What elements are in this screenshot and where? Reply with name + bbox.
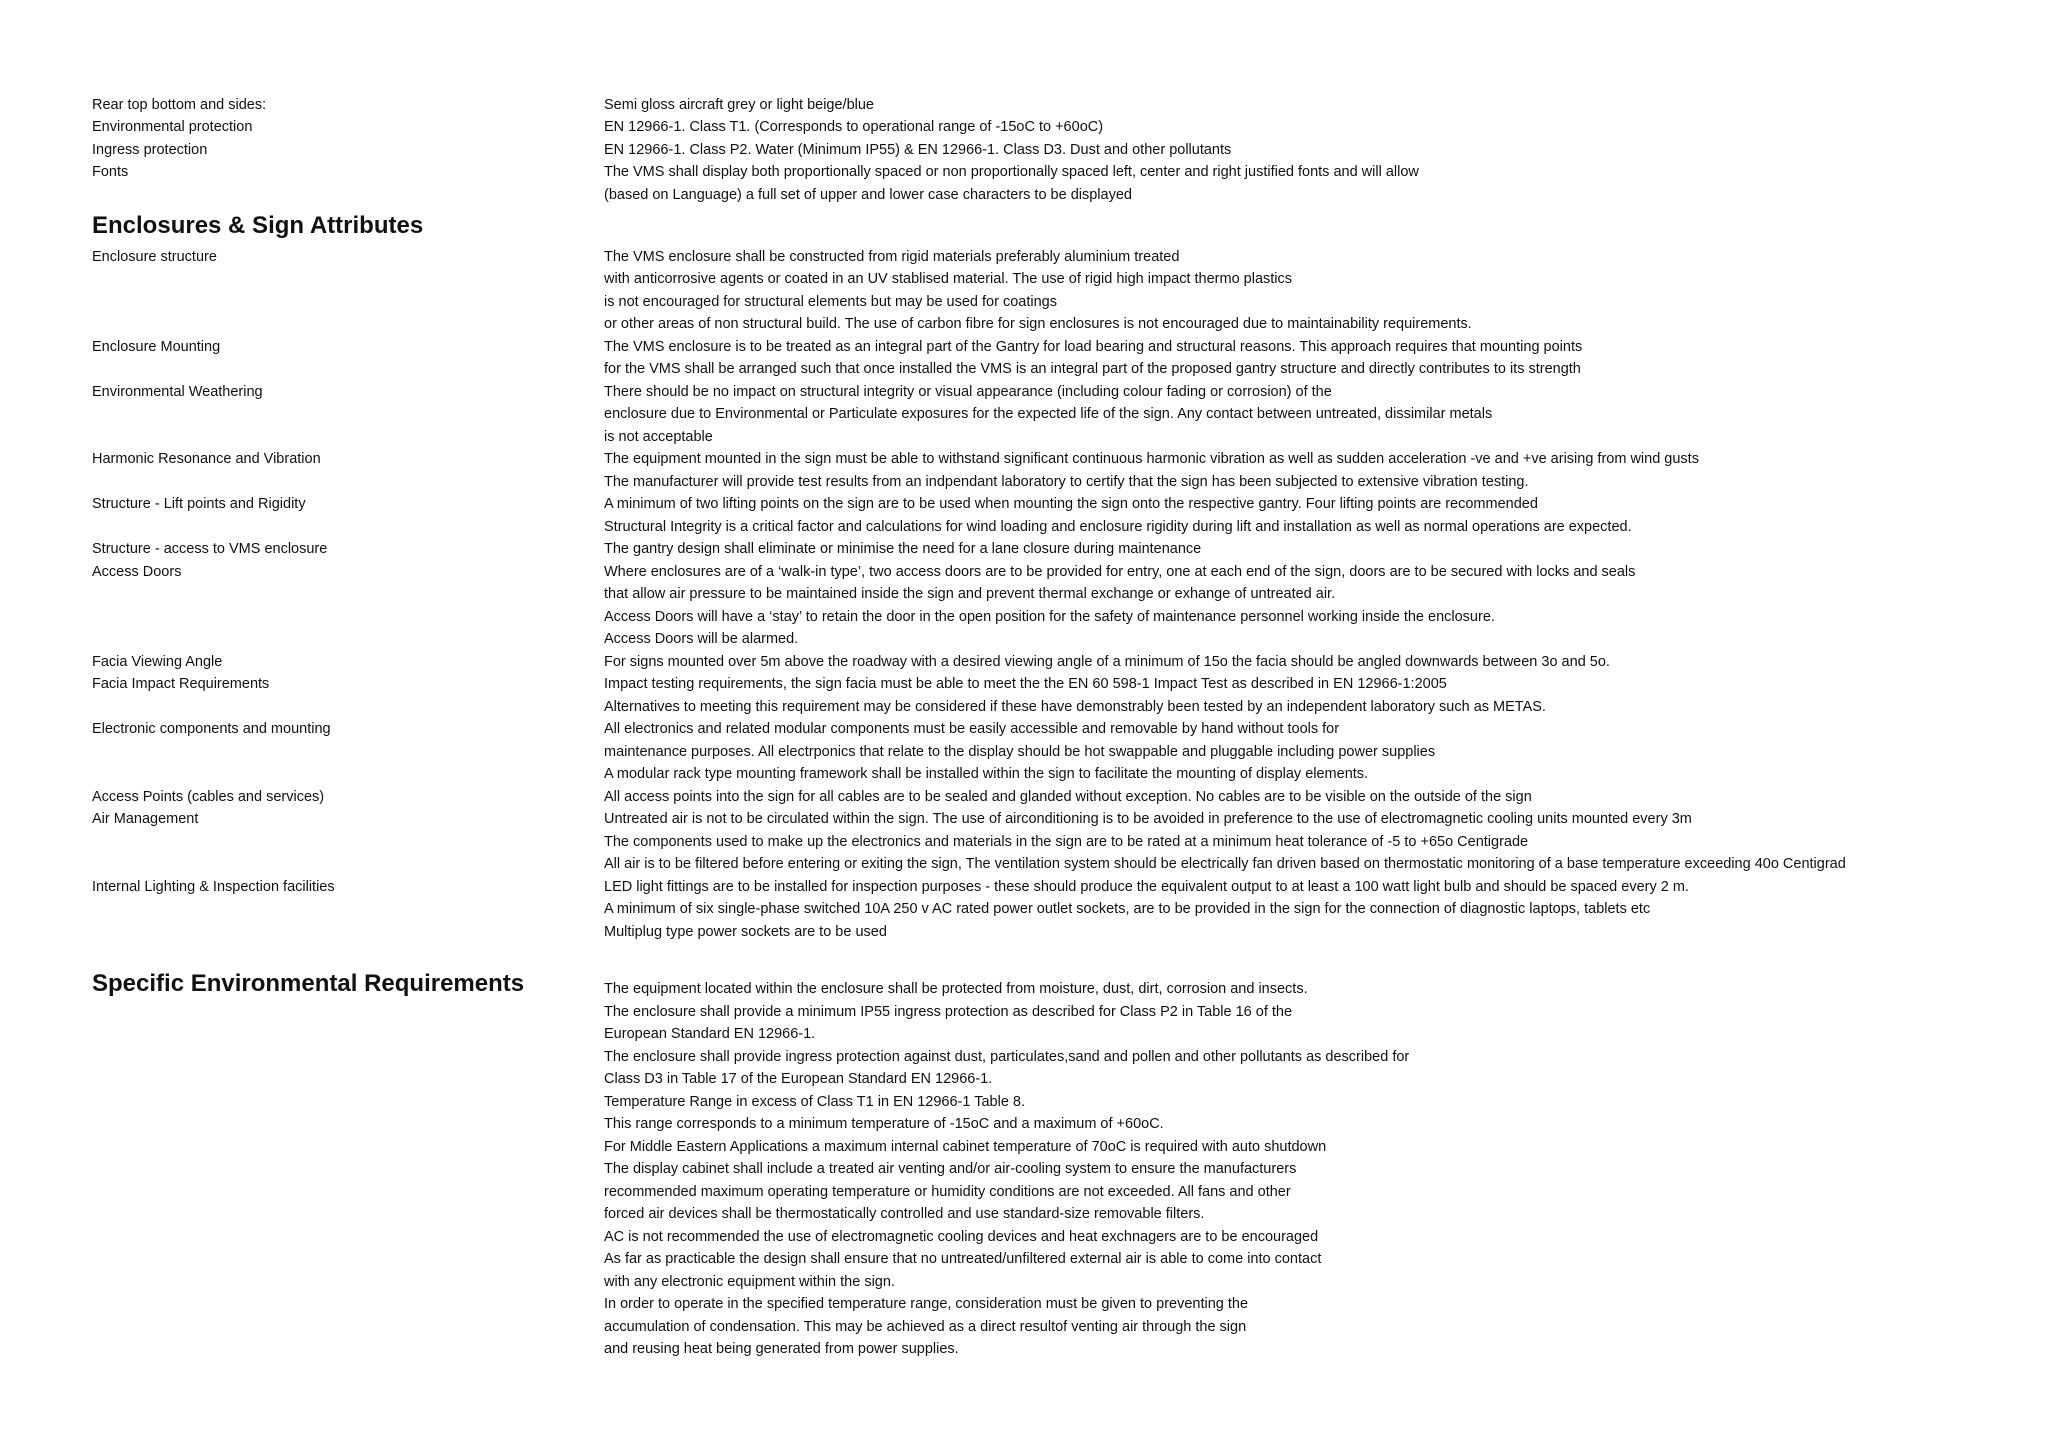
spec-text: (based on Language) a full set of upper and lower case characters to be displayed xyxy=(604,187,1132,203)
spec-row xyxy=(0,1338,2048,1360)
spec-row xyxy=(0,786,2048,808)
spec-row xyxy=(0,853,2048,875)
spec-text: The equipment mounted in the sign must be able to withstand significant continuous harmonic vibration as well as sudden acceleration -ve and +ve arising from wind gusts xyxy=(604,451,1699,467)
spec-text: All air is to be filtered before entering or exiting the sign, The ventilation system should be electrically fan driven based on thermostatic monitoring of a base temperature exceeding 40o Centigrad xyxy=(604,856,1846,872)
spec-row xyxy=(0,516,2048,538)
spec-text: As far as practicable the design shall ensure that no untreated/unfiltered external air is able to come into contact xyxy=(604,1251,1322,1267)
spec-row xyxy=(0,1181,2048,1203)
spec-row xyxy=(0,1248,2048,1270)
spec-row xyxy=(0,1293,2048,1315)
spec-row xyxy=(0,184,2048,206)
spec-text: Temperature Range in excess of Class T1 in EN 12966-1 Table 8. xyxy=(604,1094,1026,1110)
spec-row xyxy=(0,831,2048,853)
spec-label: Rear top bottom and sides: xyxy=(92,97,267,113)
spec-text: The manufacturer will provide test results from an indpendant laboratory to certify that the sign has been subjected to extensive vibration testing. xyxy=(604,474,1529,490)
spec-row xyxy=(0,313,2048,335)
spec-text: There should be no impact on structural integrity or visual appearance (including colour fading or corrosion) of the xyxy=(604,384,1332,400)
spec-text: and reusing heat being generated from power supplies. xyxy=(604,1341,959,1357)
spec-row xyxy=(0,1046,2048,1068)
spec-text: A minimum of six single-phase switched 10A 250 v AC rated power outlet sockets, are to be provided in the sign for the connection of diagnostic laptops, tablets etc xyxy=(604,901,1651,917)
spec-label: Enclosure structure xyxy=(92,249,217,265)
spec-text: accumulation of condensation. This may be achieved as a direct resultof venting air through the sign xyxy=(604,1319,1247,1335)
spec-row xyxy=(0,1203,2048,1225)
spec-row xyxy=(0,246,2048,268)
spec-label: Facia Viewing Angle xyxy=(92,654,223,670)
spec-row xyxy=(0,448,2048,470)
spec-row xyxy=(0,763,2048,785)
spec-text: All access points into the sign for all cables are to be sealed and glanded without exception. No cables are to be visible on the outside of the sign xyxy=(604,789,1532,805)
spec-text: The VMS enclosure shall be constructed from rigid materials preferably aluminium treated xyxy=(604,249,1180,265)
spec-text: that allow air pressure to be maintained inside the sign and prevent thermal exchange or exhange of untreated air. xyxy=(604,586,1336,602)
spec-label: Electronic components and mounting xyxy=(92,721,331,737)
spec-text: A modular rack type mounting framework shall be installed within the sign to facilitate the mounting of display elements. xyxy=(604,766,1369,782)
spec-row xyxy=(0,161,2048,183)
spec-row xyxy=(0,583,2048,605)
spec-row xyxy=(0,741,2048,763)
spec-text: with anticorrosive agents or coated in an UV stablised material. The use of rigid high impact thermo plastics xyxy=(604,271,1293,287)
spec-text: is not encouraged for structural elements but may be used for coatings xyxy=(604,294,1057,310)
spec-row xyxy=(0,336,2048,358)
spec-row xyxy=(0,426,2048,448)
spec-text: In order to operate in the specified temperature range, consideration must be given to preventing the xyxy=(604,1296,1249,1312)
spec-row xyxy=(0,471,2048,493)
spec-text: Alternatives to meeting this requirement may be considered if these have demonstrably been tested by an independent laboratory such as METAS. xyxy=(604,699,1546,715)
spec-text: This range corresponds to a minimum temperature of -15oC and a maximum of +60oC. xyxy=(604,1116,1164,1132)
spec-row xyxy=(0,139,2048,161)
spec-text: The equipment located within the enclosure shall be protected from moisture, dust, dirt, corrosion and insects. xyxy=(604,981,1308,997)
spec-text: All electronics and related modular components must be easily accessible and removable by hand without tools for xyxy=(604,721,1340,737)
spec-text: is not acceptable xyxy=(604,429,713,445)
spec-text: The display cabinet shall include a treated air venting and/or air-cooling system to ensure the manufacturers xyxy=(604,1161,1297,1177)
spec-label: Ingress protection xyxy=(92,142,208,158)
spec-text: The gantry design shall eliminate or minimise the need for a lane closure during maintenance xyxy=(604,541,1202,557)
spec-label: Structure - access to VMS enclosure xyxy=(92,541,328,557)
spec-text: The components used to make up the electronics and materials in the sign are to be rated at a minimum heat tolerance of -5 to +65o Centigrade xyxy=(604,834,1529,850)
spec-row xyxy=(0,696,2048,718)
spec-text: for the VMS shall be arranged such that once installed the VMS is an integral part of the proposed gantry structure and directly contributes to its strength xyxy=(604,361,1581,377)
spec-row xyxy=(0,876,2048,898)
spec-row xyxy=(0,1226,2048,1248)
spec-text: The enclosure shall provide a minimum IP55 ingress protection as described for Class P2 in Table 16 of the xyxy=(604,1004,1293,1020)
spec-text: recommended maximum operating temperature or humidity conditions are not exceeded. All fans and other xyxy=(604,1184,1291,1200)
spec-row xyxy=(0,358,2048,380)
spec-label: Access Points (cables and services) xyxy=(92,789,325,805)
spec-row xyxy=(0,1023,2048,1045)
spec-row xyxy=(0,381,2048,403)
spec-text: EN 12966-1. Class T1. (Corresponds to operational range of -15oC to +60oC) xyxy=(604,119,1104,135)
spec-text: with any electronic equipment within the sign. xyxy=(604,1274,895,1290)
spec-text: Access Doors will be alarmed. xyxy=(604,631,799,647)
spec-label: Access Doors xyxy=(92,564,182,580)
spec-label: Enclosure Mounting xyxy=(92,339,221,355)
spec-text: Multiplug type power sockets are to be used xyxy=(604,924,887,940)
spec-text: Structural Integrity is a critical factor and calculations for wind loading and enclosure rigidity during lift and installation as well as normal operations are expected. xyxy=(604,519,1632,535)
spec-label: Facia Impact Requirements xyxy=(92,676,270,692)
spec-text: enclosure due to Environmental or Particulate exposures for the expected life of the sign. Any contact between untreated, dissimilar metals xyxy=(604,406,1493,422)
spec-row xyxy=(0,1091,2048,1113)
spec-text: Semi gloss aircraft grey or light beige/blue xyxy=(604,97,874,113)
spec-row xyxy=(0,94,2048,116)
spec-label: Internal Lighting & Inspection facilities xyxy=(92,879,335,895)
spec-label: Fonts xyxy=(92,164,129,180)
spec-text: Impact testing requirements, the sign facia must be able to meet the the EN 60 598-1 Impact Test as described in EN 12966-1:2005 xyxy=(604,676,1447,692)
spec-text: AC is not recommended the use of electromagnetic cooling devices and heat exchnagers are to be encouraged xyxy=(604,1229,1319,1245)
spec-row xyxy=(0,403,2048,425)
spec-label: Air Management xyxy=(92,811,199,827)
spec-label: Environmental Weathering xyxy=(92,384,263,400)
spec-row xyxy=(0,1271,2048,1293)
spec-row xyxy=(0,561,2048,583)
spec-label: Harmonic Resonance and Vibration xyxy=(92,451,321,467)
spec-text: Access Doors will have a ‘stay’ to retain the door in the open position for the safety of maintenance personnel working inside the enclosure. xyxy=(604,609,1495,625)
spec-row xyxy=(0,291,2048,313)
spec-text: forced air devices shall be thermostatically controlled and use standard-size removable filters. xyxy=(604,1206,1205,1222)
spec-text: The VMS enclosure is to be treated as an integral part of the Gantry for load bearing and structural reasons. This approach requires that mounting points xyxy=(604,339,1583,355)
spec-row xyxy=(0,493,2048,515)
spec-row xyxy=(0,1316,2048,1338)
spec-row xyxy=(0,921,2048,943)
spec-row xyxy=(0,651,2048,673)
spec-text: European Standard EN 12966-1. xyxy=(604,1026,816,1042)
spec-row xyxy=(0,538,2048,560)
spec-text: LED light fittings are to be installed for inspection purposes - these should produce the equivalent output to at least a 100 watt light bulb and should be spaced every 2 m. xyxy=(604,879,1689,895)
spec-label: Structure - Lift points and Rigidity xyxy=(92,496,306,512)
spec-text: Untreated air is not to be circulated within the sign. The use of airconditioning is to be avoided in preference to the use of electromagnetic cooling units mounted every 3m xyxy=(604,811,1692,827)
spec-row xyxy=(0,116,2048,138)
spec-row xyxy=(0,1068,2048,1090)
spec-row xyxy=(0,808,2048,830)
spec-row xyxy=(0,1001,2048,1023)
spec-row xyxy=(0,1113,2048,1135)
spec-text: The enclosure shall provide ingress protection against dust, particulates,sand and pollen and other pollutants as described for xyxy=(604,1049,1410,1065)
spec-text: For Middle Eastern Applications a maximum internal cabinet temperature of 70oC is required with auto shutdown xyxy=(604,1139,1327,1155)
spec-text: Class D3 in Table 17 of the European Standard EN 12966-1. xyxy=(604,1071,993,1087)
spec-row xyxy=(0,673,2048,695)
spec-row xyxy=(0,1158,2048,1180)
spec-text: Where enclosures are of a ‘walk-in type’, two access doors are to be provided for entry, one at each end of the sign, doors are to be secured with locks and seals xyxy=(604,564,1636,580)
spec-row xyxy=(0,1136,2048,1158)
spec-label: Environmental protection xyxy=(92,119,253,135)
spec-row xyxy=(0,628,2048,650)
spec-text: or other areas of non structural build. The use of carbon fibre for sign enclosures is not encouraged due to maintainability requirements. xyxy=(604,316,1472,332)
section-heading: Specific Environmental Requirements xyxy=(92,970,525,997)
spec-text: EN 12966-1. Class P2. Water (Minimum IP55) & EN 12966-1. Class D3. Dust and other pollutants xyxy=(604,142,1232,158)
spec-row xyxy=(0,978,2048,1000)
spec-row xyxy=(0,898,2048,920)
spec-row xyxy=(0,718,2048,740)
spec-text: maintenance purposes. All electrponics that relate to the display should be hot swappable and pluggable including power supplies xyxy=(604,744,1436,760)
spec-text: For signs mounted over 5m above the roadway with a desired viewing angle of a minimum of 15o the facia should be angled downwards between 3o and 5o. xyxy=(604,654,1610,670)
section-heading: Enclosures & Sign Attributes xyxy=(92,212,424,239)
spec-text: A minimum of two lifting points on the sign are to be used when mounting the sign onto the respective gantry. Four lifting points are recommended xyxy=(604,496,1538,512)
spec-row xyxy=(0,268,2048,290)
spec-text: The VMS shall display both proportionally spaced or non proportionally spaced left, center and right justified fonts and will allow xyxy=(604,164,1419,180)
spec-row xyxy=(0,606,2048,628)
